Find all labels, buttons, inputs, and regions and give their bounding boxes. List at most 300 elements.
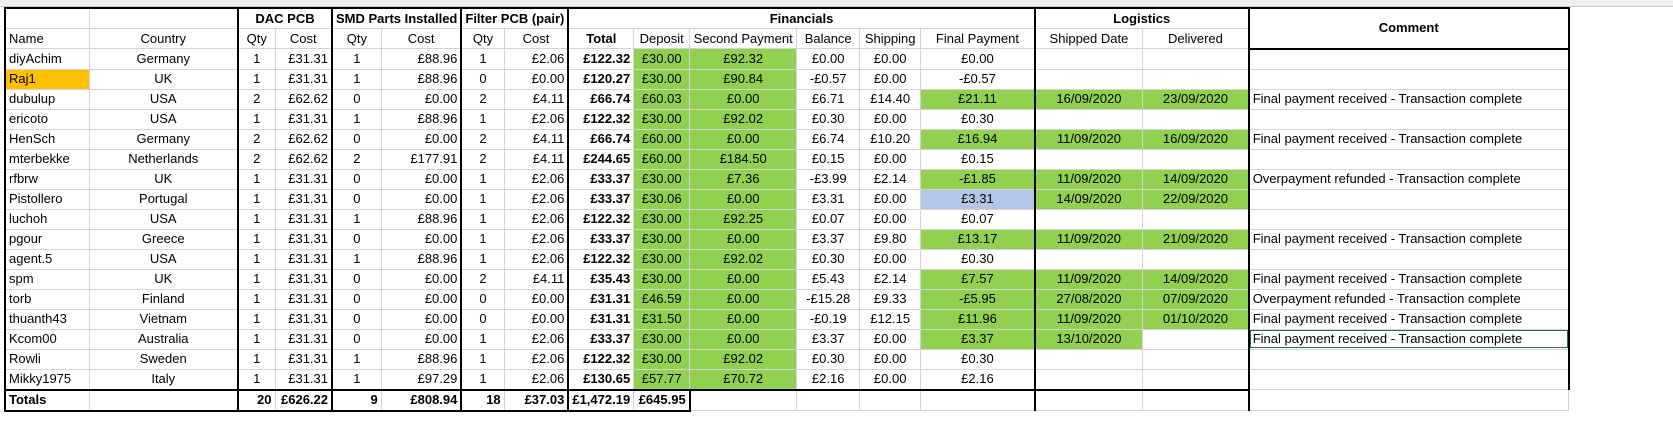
cell-delivered[interactable] — [1143, 49, 1249, 70]
cell-dac-cost[interactable]: £31.31 — [275, 309, 332, 329]
cell-smd-qty[interactable]: 0 — [332, 189, 381, 209]
cell-filter-cost[interactable]: £2.06 — [504, 329, 568, 349]
cell-country[interactable]: Greece — [89, 229, 238, 249]
cell-delivered[interactable]: 16/09/2020 — [1143, 129, 1249, 149]
cell-second-payment[interactable]: £92.25 — [690, 209, 797, 229]
cell-smd-cost[interactable]: £88.96 — [381, 69, 461, 89]
cell-shipped-date[interactable] — [1035, 369, 1143, 390]
cell-balance[interactable]: £0.30 — [797, 349, 860, 369]
cell-final-payment[interactable]: -£5.95 — [921, 289, 1035, 309]
cell-dac-qty[interactable]: 1 — [238, 289, 275, 309]
cell-comment[interactable] — [1249, 209, 1569, 229]
cell-deposit[interactable]: £30.00 — [634, 209, 690, 229]
cell-smd-cost[interactable]: £88.96 — [381, 209, 461, 229]
cell-second-payment[interactable]: £7.36 — [690, 169, 797, 189]
cell-dac-qty[interactable]: 1 — [238, 309, 275, 329]
cell-smd-qty[interactable]: 0 — [332, 289, 381, 309]
cell-total[interactable]: £122.32 — [568, 109, 633, 129]
cell-comment[interactable] — [1249, 149, 1569, 169]
cell-country[interactable]: USA — [89, 249, 238, 269]
cell-second-payment[interactable]: £0.00 — [690, 89, 797, 109]
cell-comment[interactable]: Final payment received - Transaction complete — [1249, 309, 1569, 329]
cell-total[interactable]: £130.65 — [568, 369, 633, 390]
cell-dac-qty[interactable]: 1 — [238, 209, 275, 229]
cell-delivered[interactable] — [1143, 69, 1249, 89]
cell-balance[interactable]: £0.00 — [797, 49, 860, 70]
cell-second-payment[interactable]: £92.02 — [690, 109, 797, 129]
cell-comment[interactable] — [1249, 349, 1569, 369]
cell-name[interactable]: spm — [5, 269, 89, 289]
cell-comment[interactable]: Final payment received - Transaction complete — [1249, 89, 1569, 109]
cell-smd-qty[interactable]: 1 — [332, 369, 381, 390]
cell-name[interactable]: diyAchim — [5, 49, 89, 70]
cell-final-payment[interactable]: £2.16 — [921, 369, 1035, 390]
cell-comment[interactable] — [1249, 369, 1569, 390]
cell-filter-qty[interactable]: 1 — [461, 209, 504, 229]
cell-dac-cost[interactable]: £31.31 — [275, 49, 332, 70]
cell-deposit[interactable]: £30.00 — [634, 249, 690, 269]
col-header-delivered: Delivered — [1143, 29, 1249, 49]
cell-final-payment[interactable]: -£1.85 — [921, 169, 1035, 189]
cell-smd-qty[interactable]: 1 — [332, 49, 381, 70]
totals-smd-qty[interactable]: 9 — [332, 390, 381, 411]
cell-dac-cost[interactable]: £31.31 — [275, 289, 332, 309]
cell-dac-cost[interactable]: £31.31 — [275, 229, 332, 249]
cell-dac-qty[interactable]: 1 — [238, 109, 275, 129]
cell-dac-cost[interactable]: £31.31 — [275, 209, 332, 229]
cell-dac-qty[interactable]: 1 — [238, 229, 275, 249]
cell-total[interactable]: £33.37 — [568, 169, 633, 189]
cell-smd-cost[interactable]: £0.00 — [381, 269, 461, 289]
cell-shipped-date[interactable]: 11/09/2020 — [1035, 309, 1143, 329]
cell-dac-qty[interactable]: 1 — [238, 369, 275, 390]
cell-second-payment[interactable]: £92.02 — [690, 249, 797, 269]
cell-balance[interactable]: £3.37 — [797, 329, 860, 349]
cell-shipped-date[interactable] — [1035, 109, 1143, 129]
cell-smd-qty[interactable]: 0 — [332, 229, 381, 249]
cell-final-payment[interactable]: £0.30 — [921, 249, 1035, 269]
cell-filter-cost[interactable]: £4.11 — [504, 269, 568, 289]
cell-country[interactable]: Vietnam — [89, 309, 238, 329]
cell-shipped-date[interactable]: 11/09/2020 — [1035, 229, 1143, 249]
cell-filter-qty[interactable]: 1 — [461, 229, 504, 249]
totals-smd-cost[interactable]: £808.94 — [381, 390, 461, 411]
cell-shipping[interactable]: £0.00 — [860, 249, 921, 269]
cell-delivered[interactable] — [1143, 149, 1249, 169]
cell-shipping[interactable]: £9.33 — [860, 289, 921, 309]
cell-smd-cost[interactable]: £0.00 — [381, 169, 461, 189]
cell-filter-qty[interactable]: 1 — [461, 49, 504, 70]
cell-country[interactable]: UK — [89, 269, 238, 289]
cell-final-payment[interactable]: £3.37 — [921, 329, 1035, 349]
totals-filter-qty[interactable]: 18 — [461, 390, 504, 411]
cell-second-payment[interactable]: £0.00 — [690, 129, 797, 149]
cell-country[interactable]: Australia — [89, 329, 238, 349]
cell-country[interactable]: Sweden — [89, 349, 238, 369]
cell-delivered[interactable]: 14/09/2020 — [1143, 169, 1249, 189]
cell-second-payment[interactable]: £0.00 — [690, 329, 797, 349]
cell-deposit[interactable]: £31.50 — [634, 309, 690, 329]
cell-shipping[interactable]: £0.00 — [860, 329, 921, 349]
totals-label[interactable]: Totals — [5, 390, 89, 411]
cell-shipped-date[interactable]: 16/09/2020 — [1035, 89, 1143, 109]
cell-final-payment[interactable]: £0.07 — [921, 209, 1035, 229]
cell-comment[interactable] — [1249, 189, 1569, 209]
cell-filter-cost[interactable]: £0.00 — [504, 69, 568, 89]
cell-smd-qty[interactable]: 1 — [332, 349, 381, 369]
cell-comment[interactable] — [1249, 249, 1569, 269]
cell-smd-cost[interactable]: £0.00 — [381, 129, 461, 149]
cell-dac-qty[interactable]: 2 — [238, 149, 275, 169]
cell-name[interactable]: rfbrw — [5, 169, 89, 189]
cell-deposit[interactable]: £60.00 — [634, 129, 690, 149]
cell-dac-cost[interactable]: £31.31 — [275, 249, 332, 269]
cell-deposit[interactable]: £60.03 — [634, 89, 690, 109]
cell-delivered[interactable]: 07/09/2020 — [1143, 289, 1249, 309]
cell-name[interactable]: thuanth43 — [5, 309, 89, 329]
cell-country[interactable]: USA — [89, 109, 238, 129]
cell-smd-qty[interactable]: 0 — [332, 129, 381, 149]
cell-final-payment[interactable]: £0.30 — [921, 109, 1035, 129]
cell-total[interactable]: £244.65 — [568, 149, 633, 169]
cell-shipping[interactable]: £0.00 — [860, 369, 921, 390]
cell-smd-qty[interactable]: 1 — [332, 109, 381, 129]
cell-filter-qty[interactable]: 0 — [461, 289, 504, 309]
cell-filter-cost[interactable]: £2.06 — [504, 189, 568, 209]
totals-deposit[interactable]: £645.95 — [634, 390, 690, 411]
cell-filter-cost[interactable]: £4.11 — [504, 89, 568, 109]
cell-filter-qty[interactable]: 2 — [461, 269, 504, 289]
cell-filter-qty[interactable]: 2 — [461, 149, 504, 169]
cell-name[interactable]: HenSch — [5, 129, 89, 149]
cell-smd-cost[interactable]: £88.96 — [381, 249, 461, 269]
cell-filter-cost[interactable]: £2.06 — [504, 169, 568, 189]
cell-smd-qty[interactable]: 0 — [332, 269, 381, 289]
cell-balance[interactable]: £5.43 — [797, 269, 860, 289]
cell-total[interactable]: £33.37 — [568, 329, 633, 349]
cell-balance[interactable]: £3.37 — [797, 229, 860, 249]
cell-dac-qty[interactable]: 1 — [238, 189, 275, 209]
cell-smd-cost[interactable]: £88.96 — [381, 349, 461, 369]
cell-second-payment[interactable]: £70.72 — [690, 369, 797, 390]
cell-name[interactable]: Pistollero — [5, 189, 89, 209]
cell-dac-qty[interactable]: 1 — [238, 329, 275, 349]
cell-filter-cost[interactable]: £4.11 — [504, 149, 568, 169]
cell-balance[interactable]: -£0.57 — [797, 69, 860, 89]
totals-filter-cost[interactable]: £37.03 — [504, 390, 568, 411]
cell-total[interactable]: £122.32 — [568, 209, 633, 229]
cell-deposit[interactable]: £30.00 — [634, 69, 690, 89]
cell-filter-cost[interactable]: £2.06 — [504, 109, 568, 129]
cell-filter-cost[interactable]: £2.06 — [504, 49, 568, 70]
cell-deposit[interactable]: £46.59 — [634, 289, 690, 309]
cell-shipping[interactable]: £2.14 — [860, 169, 921, 189]
cell-shipping[interactable]: £0.00 — [860, 149, 921, 169]
cell-second-payment[interactable]: £92.02 — [690, 349, 797, 369]
cell-name[interactable]: Raj1 — [5, 69, 89, 89]
cell-comment[interactable]: Final payment received - Transaction complete — [1249, 269, 1569, 289]
cell-shipped-date[interactable]: 13/10/2020 — [1035, 329, 1143, 349]
cell-shipped-date[interactable]: 27/08/2020 — [1035, 289, 1143, 309]
cell-deposit[interactable]: £30.06 — [634, 189, 690, 209]
cell-filter-cost[interactable]: £2.06 — [504, 209, 568, 229]
cell-shipping[interactable]: £0.00 — [860, 49, 921, 70]
cell-name[interactable]: dubulup — [5, 89, 89, 109]
cell-name[interactable]: agent.5 — [5, 249, 89, 269]
cell-comment[interactable]: Final payment received - Transaction complete — [1249, 129, 1569, 149]
cell-balance[interactable]: £6.74 — [797, 129, 860, 149]
cell-shipping[interactable]: £0.00 — [860, 189, 921, 209]
cell-smd-cost[interactable]: £0.00 — [381, 329, 461, 349]
cell-shipped-date[interactable] — [1035, 69, 1143, 89]
cell-comment[interactable]: Final payment received - Transaction complete — [1249, 329, 1569, 349]
cell-final-payment[interactable]: £7.57 — [921, 269, 1035, 289]
cell-name[interactable]: ericoto — [5, 109, 89, 129]
cell-smd-cost[interactable]: £0.00 — [381, 289, 461, 309]
cell-deposit[interactable]: £30.00 — [634, 329, 690, 349]
cell-delivered[interactable] — [1143, 109, 1249, 129]
cell-deposit[interactable]: £30.00 — [634, 229, 690, 249]
cell-balance[interactable]: -£0.19 — [797, 309, 860, 329]
cell-final-payment[interactable]: £0.30 — [921, 349, 1035, 369]
cell-dac-cost[interactable]: £31.31 — [275, 269, 332, 289]
cell-shipping[interactable]: £10.20 — [860, 129, 921, 149]
cell-smd-cost[interactable]: £0.00 — [381, 229, 461, 249]
cell-filter-qty[interactable]: 1 — [461, 249, 504, 269]
cell-second-payment[interactable]: £184.50 — [690, 149, 797, 169]
cell-smd-qty[interactable]: 0 — [332, 309, 381, 329]
cell-filter-qty[interactable]: 1 — [461, 349, 504, 369]
cell-shipping[interactable]: £0.00 — [860, 349, 921, 369]
cell-dac-cost[interactable]: £31.31 — [275, 369, 332, 390]
cell-dac-cost[interactable]: £62.62 — [275, 149, 332, 169]
cell-dac-qty[interactable]: 1 — [238, 49, 275, 70]
cell-dac-cost[interactable]: £31.31 — [275, 169, 332, 189]
cell-deposit[interactable]: £57.77 — [634, 369, 690, 390]
cell-smd-cost[interactable]: £88.96 — [381, 49, 461, 70]
cell-total[interactable]: £120.27 — [568, 69, 633, 89]
cell-shipping[interactable]: £2.14 — [860, 269, 921, 289]
cell-dac-qty[interactable]: 1 — [238, 349, 275, 369]
cell-comment[interactable] — [1249, 49, 1569, 70]
cell-shipped-date[interactable]: 11/09/2020 — [1035, 129, 1143, 149]
cell-comment[interactable] — [1249, 69, 1569, 89]
cell-country[interactable]: Germany — [89, 129, 238, 149]
totals-dac-qty[interactable]: 20 — [238, 390, 275, 411]
cell-dac-cost[interactable]: £31.31 — [275, 329, 332, 349]
cell-delivered[interactable]: 01/10/2020 — [1143, 309, 1249, 329]
cell-balance[interactable]: £0.30 — [797, 109, 860, 129]
cell-dac-cost[interactable]: £31.31 — [275, 69, 332, 89]
cell-country[interactable]: Germany — [89, 49, 238, 70]
cell-shipped-date[interactable]: 11/09/2020 — [1035, 169, 1143, 189]
cell-final-payment[interactable]: £0.00 — [921, 49, 1035, 70]
cell-comment[interactable]: Overpayment refunded - Transaction complete — [1249, 169, 1569, 189]
cell-final-payment[interactable]: £13.17 — [921, 229, 1035, 249]
cell-delivered[interactable]: 23/09/2020 — [1143, 89, 1249, 109]
cell-country[interactable]: USA — [89, 209, 238, 229]
cell-name[interactable]: luchoh — [5, 209, 89, 229]
cell-filter-qty[interactable]: 1 — [461, 189, 504, 209]
cell-filter-cost[interactable]: £2.06 — [504, 249, 568, 269]
cell-smd-qty[interactable]: 2 — [332, 149, 381, 169]
cell-country[interactable]: USA — [89, 89, 238, 109]
cell-dac-cost[interactable]: £62.62 — [275, 89, 332, 109]
cell-name[interactable]: mterbekke — [5, 149, 89, 169]
cell-total[interactable]: £66.74 — [568, 89, 633, 109]
cell-dac-qty[interactable]: 1 — [238, 249, 275, 269]
cell-country[interactable]: UK — [89, 169, 238, 189]
cell-balance[interactable]: £0.15 — [797, 149, 860, 169]
cell-dac-cost[interactable]: £62.62 — [275, 129, 332, 149]
cell-balance[interactable]: £2.16 — [797, 369, 860, 390]
cell-shipped-date[interactable] — [1035, 149, 1143, 169]
cell-delivered[interactable] — [1143, 329, 1249, 349]
cell-comment[interactable]: Final payment received - Transaction complete — [1249, 229, 1569, 249]
cell-filter-cost[interactable]: £4.11 — [504, 129, 568, 149]
cell-filter-qty[interactable]: 0 — [461, 69, 504, 89]
cell-delivered[interactable] — [1143, 349, 1249, 369]
cell-shipping[interactable]: £14.40 — [860, 89, 921, 109]
cell-final-payment[interactable]: £21.11 — [921, 89, 1035, 109]
cell-total[interactable]: £122.32 — [568, 49, 633, 70]
cell-balance[interactable]: -£15.28 — [797, 289, 860, 309]
cell-deposit[interactable]: £30.00 — [634, 269, 690, 289]
cell-filter-qty[interactable]: 1 — [461, 369, 504, 390]
cell-second-payment[interactable]: £0.00 — [690, 309, 797, 329]
cell-filter-qty[interactable]: 0 — [461, 309, 504, 329]
cell-second-payment[interactable]: £0.00 — [690, 269, 797, 289]
cell-smd-cost[interactable]: £0.00 — [381, 189, 461, 209]
cell-deposit[interactable]: £30.00 — [634, 49, 690, 70]
cell-dac-cost[interactable]: £31.31 — [275, 349, 332, 369]
cell-name[interactable]: Rowli — [5, 349, 89, 369]
cell-total[interactable]: £122.32 — [568, 349, 633, 369]
cell-smd-cost[interactable]: £88.96 — [381, 109, 461, 129]
cell-total[interactable]: £35.43 — [568, 269, 633, 289]
cell-name[interactable]: pgour — [5, 229, 89, 249]
cell-balance[interactable]: £6.71 — [797, 89, 860, 109]
cell-smd-qty[interactable]: 0 — [332, 169, 381, 189]
cell-country[interactable]: UK — [89, 69, 238, 89]
cell-final-payment[interactable]: -£0.57 — [921, 69, 1035, 89]
cell-final-payment[interactable]: £3.31 — [921, 189, 1035, 209]
totals-total[interactable]: £1,472.19 — [568, 390, 633, 411]
cell-shipping[interactable]: £9.80 — [860, 229, 921, 249]
cell-dac-qty[interactable]: 1 — [238, 269, 275, 289]
cell-second-payment[interactable]: £0.00 — [690, 189, 797, 209]
cell-shipped-date[interactable] — [1035, 49, 1143, 70]
cell-filter-qty[interactable]: 1 — [461, 329, 504, 349]
cell-second-payment[interactable]: £0.00 — [690, 229, 797, 249]
cell-country[interactable]: Finland — [89, 289, 238, 309]
cell-smd-cost[interactable]: £177.91 — [381, 149, 461, 169]
cell-final-payment[interactable]: £0.15 — [921, 149, 1035, 169]
cell-smd-qty[interactable]: 1 — [332, 209, 381, 229]
cell-delivered[interactable]: 21/09/2020 — [1143, 229, 1249, 249]
cell-balance[interactable]: £0.07 — [797, 209, 860, 229]
cell-smd-qty[interactable]: 1 — [332, 69, 381, 89]
cell-dac-qty[interactable]: 1 — [238, 69, 275, 89]
cell-second-payment[interactable]: £90.84 — [690, 69, 797, 89]
cell-country[interactable]: Netherlands — [89, 149, 238, 169]
cell-deposit[interactable]: £60.00 — [634, 149, 690, 169]
cell-name[interactable]: Mikky1975 — [5, 369, 89, 390]
cell-balance[interactable]: -£3.99 — [797, 169, 860, 189]
cell-smd-qty[interactable]: 0 — [332, 89, 381, 109]
cell-filter-qty[interactable]: 1 — [461, 109, 504, 129]
cell-dac-qty[interactable]: 1 — [238, 169, 275, 189]
cell-delivered[interactable] — [1143, 369, 1249, 390]
cell-second-payment[interactable]: £0.00 — [690, 289, 797, 309]
cell-shipped-date[interactable]: 11/09/2020 — [1035, 269, 1143, 289]
cell-delivered[interactable] — [1143, 209, 1249, 229]
cell-shipped-date[interactable] — [1035, 249, 1143, 269]
cell-smd-qty[interactable]: 0 — [332, 329, 381, 349]
cell-filter-cost[interactable]: £2.06 — [504, 349, 568, 369]
cell-balance[interactable]: £3.31 — [797, 189, 860, 209]
cell-total[interactable]: £33.37 — [568, 189, 633, 209]
cell-filter-qty[interactable]: 2 — [461, 89, 504, 109]
cell-delivered[interactable] — [1143, 249, 1249, 269]
cell-second-payment[interactable]: £92.32 — [690, 49, 797, 70]
cell-deposit[interactable]: £30.00 — [634, 109, 690, 129]
cell-comment[interactable] — [1249, 109, 1569, 129]
cell-country[interactable]: Portugal — [89, 189, 238, 209]
cell-total[interactable]: £31.31 — [568, 309, 633, 329]
cell-filter-qty[interactable]: 2 — [461, 129, 504, 149]
cell-delivered[interactable]: 14/09/2020 — [1143, 269, 1249, 289]
cell-filter-cost[interactable]: £0.00 — [504, 309, 568, 329]
cell-shipped-date[interactable]: 14/09/2020 — [1035, 189, 1143, 209]
cell-shipping[interactable]: £0.00 — [860, 109, 921, 129]
cell-deposit[interactable]: £30.00 — [634, 169, 690, 189]
cell-country[interactable]: Italy — [89, 369, 238, 390]
cell-shipping[interactable]: £0.00 — [860, 209, 921, 229]
cell-comment[interactable]: Overpayment refunded - Transaction complete — [1249, 289, 1569, 309]
cell-dac-qty[interactable]: 2 — [238, 129, 275, 149]
cell-deposit[interactable]: £30.00 — [634, 349, 690, 369]
cell-shipping[interactable]: £12.15 — [860, 309, 921, 329]
cell-filter-cost[interactable]: £0.00 — [504, 289, 568, 309]
cell-dac-cost[interactable]: £31.31 — [275, 109, 332, 129]
cell-total[interactable]: £122.32 — [568, 249, 633, 269]
table-row — [5, 329, 1569, 349]
cell-smd-cost[interactable]: £0.00 — [381, 89, 461, 109]
cell-final-payment[interactable]: £16.94 — [921, 129, 1035, 149]
cell-smd-qty[interactable]: 1 — [332, 249, 381, 269]
cell-filter-qty[interactable]: 1 — [461, 169, 504, 189]
cell-balance[interactable]: £0.30 — [797, 249, 860, 269]
cell-shipped-date[interactable] — [1035, 209, 1143, 229]
cell-delivered[interactable]: 22/09/2020 — [1143, 189, 1249, 209]
cell-name[interactable]: Kcom00 — [5, 329, 89, 349]
totals-dac-cost[interactable]: £626.22 — [275, 390, 332, 411]
cell-filter-cost[interactable]: £2.06 — [504, 369, 568, 390]
cell-dac-qty[interactable]: 2 — [238, 89, 275, 109]
cell-smd-cost[interactable]: £0.00 — [381, 309, 461, 329]
cell-dac-cost[interactable]: £31.31 — [275, 189, 332, 209]
cell-smd-cost[interactable]: £97.29 — [381, 369, 461, 390]
cell-final-payment[interactable]: £11.96 — [921, 309, 1035, 329]
cell-shipped-date[interactable] — [1035, 349, 1143, 369]
cell-name[interactable]: torb — [5, 289, 89, 309]
cell-total[interactable]: £33.37 — [568, 229, 633, 249]
cell-total[interactable]: £31.31 — [568, 289, 633, 309]
cell-shipping[interactable]: £0.00 — [860, 69, 921, 89]
cell-total[interactable]: £66.74 — [568, 129, 633, 149]
cell-filter-cost[interactable]: £2.06 — [504, 229, 568, 249]
